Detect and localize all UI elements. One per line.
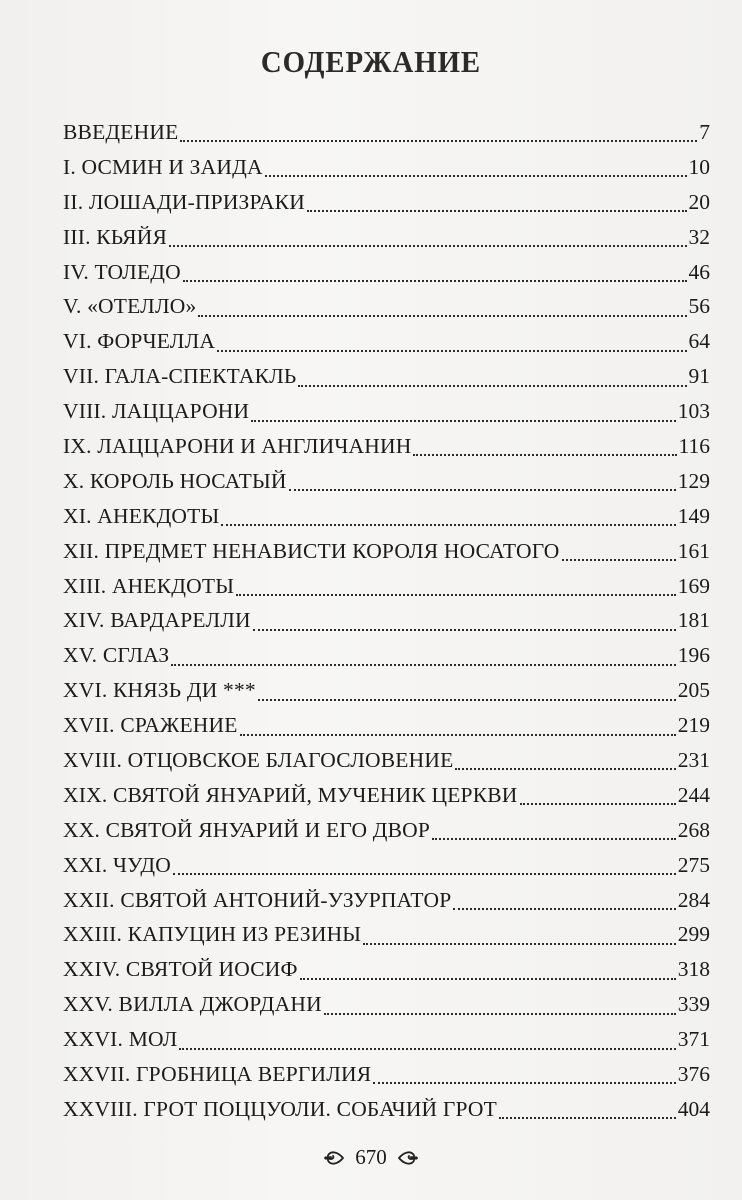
toc-entry (63, 778, 710, 813)
toc-entry (63, 883, 710, 918)
toc-entry-title: XXI. ЧУДО (63, 852, 171, 877)
toc-leader-dots (562, 559, 676, 561)
toc-leader-dots (180, 140, 697, 142)
toc-entry-page: 231 (677, 748, 710, 773)
toc-entry (63, 952, 710, 987)
toc-entry-title: XIX. СВЯТОЙ ЯНУАРИЙ, МУЧЕНИК ЦЕРКВИ (63, 782, 518, 807)
toc-entry-title: IV. ТОЛЕДО (63, 259, 181, 284)
toc-entry-page: 46 (688, 259, 710, 284)
toc-leader-dots (289, 489, 676, 491)
toc-entry-title: XXIV. СВЯТОЙ ИОСИФ (63, 957, 298, 982)
toc-entry-title: XIII. АНЕКДОТЫ (63, 573, 235, 598)
toc-entry-page: 129 (677, 468, 710, 493)
toc-entry (63, 115, 710, 150)
toc-leader-dots (453, 908, 675, 910)
toc-entry (63, 673, 710, 708)
toc-leader-dots (169, 245, 687, 247)
toc-entry-page: 20 (688, 189, 710, 214)
toc-entry-page: 10 (688, 154, 710, 179)
toc-entry (63, 185, 710, 220)
toc-entry-title: XXII. СВЯТОЙ АНТОНИЙ-УЗУРПАТОР (63, 887, 452, 912)
toc-entry-title: XVI. КНЯЗЬ ДИ *** (63, 678, 256, 703)
toc-entry-page: 219 (677, 713, 710, 738)
toc-entry (63, 220, 710, 255)
toc-entry (63, 255, 710, 290)
toc-leader-dots (432, 838, 676, 840)
toc-entry (63, 603, 710, 638)
page-number: 670 (355, 1145, 387, 1169)
toc-entry-page: 56 (688, 294, 710, 319)
toc-leader-dots (258, 699, 676, 701)
toc-entry-page: 205 (677, 678, 710, 703)
table-of-contents (63, 115, 710, 1127)
toc-entry-page: 275 (677, 852, 710, 877)
toc-entry-page: 196 (677, 643, 710, 668)
toc-entry-title: XXIII. КАПУЦИН ИЗ РЕЗИНЫ (63, 922, 362, 947)
toc-entry-title: XXVII. ГРОБНИЦА ВЕРГИЛИЯ (63, 1062, 372, 1087)
toc-entry-title: VI. ФОРЧЕЛЛА (63, 329, 216, 354)
toc-entry-title: V. «ОТЕЛЛО» (63, 294, 197, 319)
toc-leader-dots (217, 350, 686, 352)
toc-leader-dots (253, 629, 676, 631)
toc-entry-title: III. КЬЯЙЯ (63, 224, 167, 249)
toc-entry-title: ВВЕДЕНИЕ (63, 120, 179, 144)
toc-entry-title: XXVI. МОЛ (63, 1027, 178, 1052)
toc-entry-title: VIII. ЛАЦЦАРОНИ (63, 399, 250, 424)
toc-entry-page: 32 (688, 224, 710, 249)
toc-entry (63, 429, 710, 464)
toc-entry (63, 743, 710, 778)
toc-entry-title: IX. ЛАЦЦАРОНИ И АНГЛИЧАНИН (63, 434, 412, 459)
toc-entry-page: 7 (699, 120, 710, 144)
toc-entry (63, 150, 710, 185)
fleuron-left-icon (323, 1148, 345, 1168)
toc-leader-dots (198, 315, 686, 317)
toc-entry-title: XV. СГЛАЗ (63, 643, 170, 668)
toc-entry (63, 569, 710, 604)
toc-entry-title: XII. ПРЕДМЕТ НЕНАВИСТИ КОРОЛЯ НОСАТОГО (63, 538, 560, 563)
toc-leader-dots (171, 664, 675, 666)
toc-entry (63, 813, 710, 848)
toc-entry-title: XX. СВЯТОЙ ЯНУАРИЙ И ЕГО ДВОР (63, 817, 431, 842)
toc-leader-dots (183, 280, 687, 282)
toc-entry-page: 318 (677, 957, 710, 982)
toc-entry (63, 289, 710, 324)
toc-entry-page: 161 (677, 538, 710, 563)
toc-entry (63, 324, 710, 359)
toc-entry-title: XXV. ВИЛЛА ДЖОРДАНИ (63, 992, 322, 1017)
toc-entry-page: 103 (677, 399, 710, 424)
toc-leader-dots (324, 1013, 676, 1015)
toc-entry (63, 499, 710, 534)
toc-leader-dots (240, 734, 676, 736)
toc-entry-page: 91 (688, 364, 710, 389)
toc-entry-title: XIV. ВАРДАРЕЛЛИ (63, 608, 251, 633)
page-title: СОДЕРЖАНИЕ (260, 44, 482, 79)
toc-entry-title: XVIII. ОТЦОВСКОЕ БЛАГОСЛОВЕНИЕ (63, 748, 454, 773)
toc-entry (63, 1022, 710, 1057)
toc-entry (63, 359, 710, 394)
toc-entry-title: VII. ГАЛА-СПЕКТАКЛЬ (63, 364, 297, 389)
toc-entry-page: 268 (677, 817, 710, 842)
toc-entry (63, 1092, 710, 1127)
toc-leader-dots (307, 210, 687, 212)
toc-leader-dots (251, 420, 676, 422)
toc-leader-dots (373, 1082, 675, 1084)
toc-entry-page: 64 (688, 329, 710, 354)
toc-leader-dots (363, 943, 675, 945)
toc-entry-title: XI. АНЕКДОТЫ (63, 503, 220, 528)
toc-entry (63, 394, 710, 429)
toc-entry-page: 404 (677, 1096, 710, 1121)
toc-leader-dots (413, 454, 676, 456)
toc-leader-dots (236, 594, 676, 596)
toc-entry-page: 376 (677, 1062, 710, 1087)
toc-entry (63, 534, 710, 569)
toc-entry-page: 244 (677, 782, 710, 807)
toc-leader-dots (520, 803, 676, 805)
toc-entry-page: 299 (677, 922, 710, 947)
toc-entry (63, 638, 710, 673)
toc-leader-dots (221, 524, 675, 526)
toc-entry-page: 371 (677, 1027, 710, 1052)
toc-leader-dots (298, 385, 686, 387)
toc-leader-dots (173, 873, 676, 875)
toc-entry-page: 149 (677, 503, 710, 528)
toc-entry-title: XXVIII. ГРОТ ПОЦЦУОЛИ. СОБАЧИЙ ГРОТ (63, 1096, 497, 1121)
toc-entry-title: II. ЛОШАДИ-ПРИЗРАКИ (63, 189, 305, 214)
toc-leader-dots (455, 768, 675, 770)
toc-leader-dots (300, 978, 676, 980)
toc-entry-page: 339 (677, 992, 710, 1017)
toc-entry (63, 464, 710, 499)
toc-leader-dots (499, 1117, 676, 1119)
toc-entry (63, 917, 710, 952)
toc-entry (63, 1057, 710, 1092)
toc-entry (63, 848, 710, 883)
toc-entry-title: X. КОРОЛЬ НОСАТЫЙ (63, 468, 287, 493)
toc-entry-page: 284 (677, 887, 710, 912)
toc-entry-title: XVII. СРАЖЕНИЕ (63, 713, 238, 738)
toc-entry-page: 181 (677, 608, 710, 633)
toc-entry-page: 169 (677, 573, 710, 598)
toc-leader-dots (265, 175, 687, 177)
toc-entry (63, 987, 710, 1022)
toc-entry (63, 708, 710, 743)
toc-entry-title: I. ОСМИН И ЗАИДА (63, 154, 263, 179)
page-footer (0, 1145, 742, 1170)
toc-entry-page: 116 (678, 434, 710, 459)
toc-leader-dots (179, 1048, 675, 1050)
fleuron-right-icon (397, 1148, 419, 1168)
